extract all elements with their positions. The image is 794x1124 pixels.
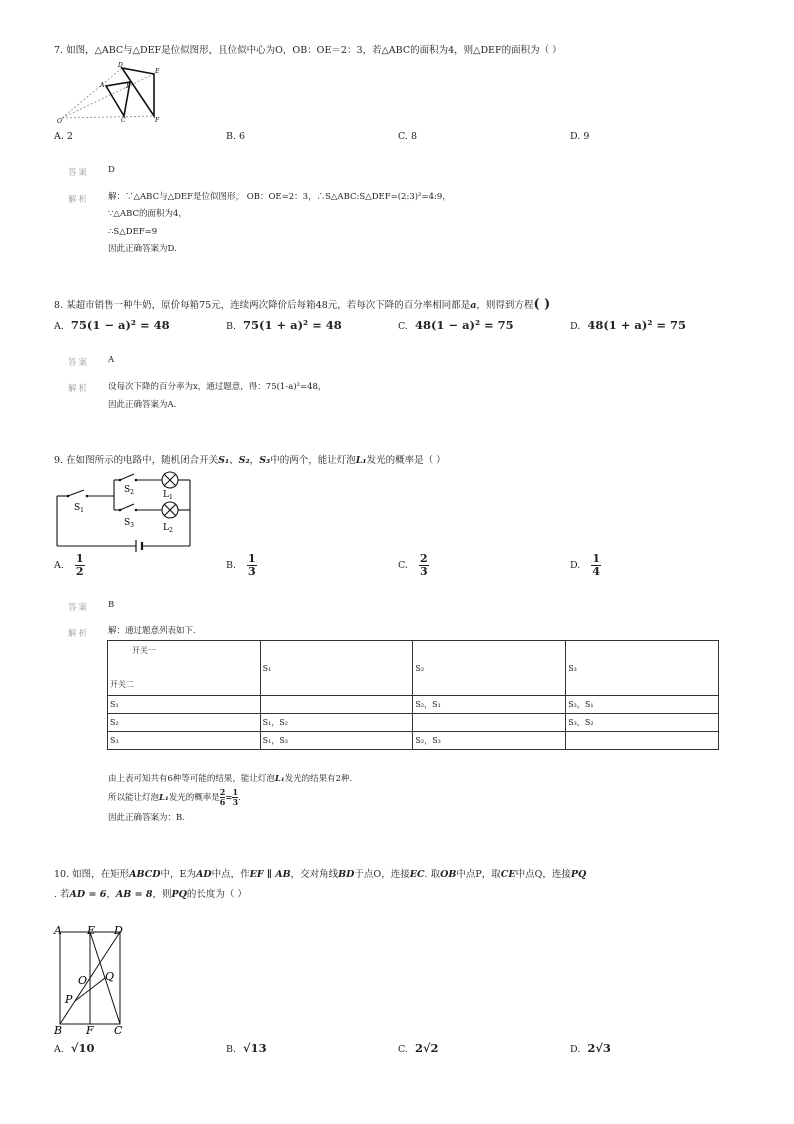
q8-option-d-letter: D.	[570, 321, 581, 332]
q10-option-d-letter: D.	[570, 1044, 581, 1055]
q10-label-q: Q	[105, 970, 115, 983]
q9-fig-label-s3: $S_3$	[124, 518, 134, 529]
q9-option-a-fraction: $\frac{1}{2}$	[75, 552, 84, 578]
table-cell: S₂	[108, 714, 261, 732]
q9-option-b-fraction: $\frac{1}{3}$	[248, 552, 256, 578]
table-row	[108, 732, 719, 750]
q7-option-d[interactable]: D. 9	[570, 131, 590, 142]
table-cell: S₁，S₃	[260, 732, 413, 750]
table-cell: S₃，S₁	[566, 696, 719, 714]
q10-option-a-expr: √10	[70, 1041, 95, 1055]
table-header-row	[108, 641, 719, 696]
q8-question-tail: ，则得到方程	[476, 300, 534, 311]
q7-option-b[interactable]: B. 6	[226, 131, 246, 142]
q8-analysis-label: 解析	[68, 384, 90, 394]
q9-analysis-label: 解析	[68, 629, 90, 639]
q8-paren: ( )	[533, 297, 551, 312]
q8-analysis-line-2: 因此正确答案为A.	[108, 400, 177, 410]
q9-option-c-fraction: $\frac{2}{3}$	[419, 552, 428, 578]
q10-option-d[interactable]	[570, 1041, 611, 1055]
q8-option-a[interactable]	[54, 318, 170, 332]
q10-option-c-letter: C.	[398, 1044, 408, 1055]
q7-option-c[interactable]: C. 8	[398, 131, 418, 142]
q8-option-c-expr: 48(1 − a)² = 75	[414, 318, 514, 332]
q9-outcome-table	[107, 640, 719, 750]
q9-option-c-letter: C.	[398, 560, 408, 571]
q10-question-line-2: . 若AD = 6，AB = 8，则PQ的长度为（ ）	[54, 889, 247, 900]
q7-answer-label: 答案	[68, 168, 90, 178]
q9-conclusion-fraction-2: $\frac{1}{3}$	[232, 787, 239, 807]
q10-rectangle-figure	[50, 922, 134, 1038]
q7-label-a: A	[100, 82, 105, 89]
q10-label-f: F	[86, 1024, 94, 1037]
q9-s1: S₁	[218, 455, 230, 466]
q9-fig-label-s1: $S_1$	[74, 503, 84, 514]
q9-option-b[interactable]	[226, 553, 257, 578]
table-cell: S₃	[108, 732, 261, 750]
table-cell	[260, 696, 413, 714]
table-corner-bottom: 开关二	[110, 680, 134, 689]
q9-fig-label-l2: $L_2$	[163, 523, 173, 534]
q10-label-c: C	[114, 1024, 123, 1037]
q9-question-post: 发光的概率是（ ）	[366, 455, 446, 466]
q9-conclusion-1-l1: L₁	[274, 774, 285, 784]
q7-similar-triangles-figure	[54, 60, 166, 124]
table-row	[108, 696, 719, 714]
q8-var-a: a	[470, 300, 477, 311]
q10-option-c-expr: 2√2	[414, 1041, 439, 1055]
q9-conclusion-1: 由上表可知共有6种等可能的结果，能让灯泡L₁发光的结果有2种.	[108, 774, 353, 784]
table-cell: S₃，S₂	[566, 714, 719, 732]
q10-label-e: E	[87, 924, 96, 937]
table-header-cell: S₂	[413, 641, 566, 696]
q10-label-a: A	[54, 924, 62, 937]
q7-analysis-line-3: ∴S△DEF=9	[108, 227, 158, 237]
q9-question	[54, 452, 446, 466]
table-cell: S₁	[108, 696, 261, 714]
q10-option-d-expr: 2√3	[587, 1041, 611, 1055]
q9-option-a-letter: A.	[54, 560, 64, 571]
table-cell: S₂，S₃	[413, 732, 566, 750]
q8-option-c[interactable]	[398, 318, 514, 332]
q8-option-a-expr: 75(1 − a)² = 48	[70, 318, 170, 332]
q9-question-mid: 中的两个，能让灯泡	[270, 455, 356, 466]
q9-option-d-fraction: $\frac{1}{4}$	[592, 552, 600, 578]
q7-label-e: E	[155, 68, 160, 75]
q10-option-b-letter: B.	[226, 1044, 237, 1055]
q9-answer: B	[108, 600, 115, 610]
q7-label-o: O	[57, 118, 62, 124]
q9-option-c[interactable]	[398, 553, 429, 578]
q10-option-a-letter: A.	[54, 1044, 64, 1055]
table-header-cell: S₁	[260, 641, 413, 696]
table-cell: S₂，S₁	[413, 696, 566, 714]
q9-conclusion-2: 所以能让灯泡L₁发光的概率是 $\frac{2}{6}$ = $\frac{1}{3}$ .	[108, 787, 241, 807]
q9-fig-label-s2: $S_2$	[124, 485, 134, 496]
q9-option-d-letter: D.	[570, 560, 581, 571]
q7-label-c: C	[121, 117, 126, 124]
q9-l1: L₁	[355, 455, 367, 466]
q9-answer-label: 答案	[68, 603, 90, 613]
q9-s2: S₂	[238, 455, 250, 466]
q10-label-b: B	[54, 1024, 63, 1037]
q8-option-d[interactable]	[570, 318, 686, 332]
q7-label-d: D	[118, 62, 123, 69]
q10-option-b[interactable]	[226, 1041, 267, 1055]
q8-option-a-letter: A.	[54, 321, 64, 332]
table-row	[108, 714, 719, 732]
q8-option-c-letter: C.	[398, 321, 408, 332]
q7-answer: D	[108, 165, 115, 175]
q8-option-d-expr: 48(1 + a)² = 75	[587, 318, 687, 332]
q10-label-p: P	[65, 993, 73, 1006]
q9-conclusion-3: 因此正确答案为：B.	[108, 813, 185, 823]
q8-answer: A	[108, 355, 115, 365]
q7-question: 7. 如图，△ABC与△DEF是位似图形，且位似中心为O，OB：OE＝2：3，若△ABC的面积为4，则△DEF的面积为（ ）	[54, 45, 562, 56]
q9-question-pre: 9. 在如图所示的电路中，随机闭合开关	[54, 455, 219, 466]
q7-analysis-line-4: 因此正确答案为D.	[108, 244, 177, 254]
q8-option-b[interactable]	[226, 318, 342, 332]
q9-analysis-intro: 解：通过题意列表如下.	[108, 626, 196, 636]
q9-circuit-figure	[54, 470, 194, 554]
q7-analysis-line-1: 解：∵△ABC与△DEF是位似图形， OB：OE=2：3，∴S△ABC:S△DEF=(2:3)²=4:9，	[108, 192, 451, 202]
table-corner-cell	[108, 641, 261, 696]
q8-question-text: 8. 某超市销售一种牛奶，原价每箱75元，连续两次降价后每箱48元，若每次下降的百分率相同都是	[54, 300, 471, 311]
q9-conclusion-2-l1: L₁	[159, 793, 169, 803]
q9-option-b-letter: B.	[226, 560, 237, 571]
q10-option-b-expr: √13	[243, 1041, 267, 1055]
q9-fig-label-l1: $L_1$	[163, 490, 173, 501]
q7-label-f: F	[155, 117, 160, 124]
q9-conclusion-fraction-1: $\frac{2}{6}$	[219, 787, 226, 807]
q9-option-a[interactable]	[54, 553, 85, 578]
q9-s3: S₃	[259, 455, 271, 466]
q8-option-b-expr: 75(1 + a)² = 48	[243, 318, 342, 332]
q7-analysis-label: 解析	[68, 195, 90, 205]
q8-option-b-letter: B.	[226, 321, 237, 332]
table-cell	[566, 732, 719, 750]
q10-question-line-1: 10. 如图，在矩形ABCD中，E为AD中点，作EF ∥ AB，交对角线BD于点O，连接EC. 取OB中点P，取CE中点Q，连接PQ	[54, 869, 587, 880]
q10-label-d: D	[114, 924, 123, 937]
table-cell	[413, 714, 566, 732]
q10-option-c[interactable]	[398, 1041, 439, 1055]
q7-option-a[interactable]: A. 2	[54, 131, 73, 142]
q8-answer-label: 答案	[68, 358, 90, 368]
table-corner-top: 开关一	[132, 646, 156, 655]
q9-sep-1: 、	[229, 455, 239, 466]
table-cell: S₁，S₂	[260, 714, 413, 732]
q9-option-d[interactable]	[570, 553, 601, 578]
q8-analysis-line-1: 设每次下降的百分率为x，通过题意，得：75(1-a)²=48，	[108, 382, 327, 392]
table-header-cell: S₃	[566, 641, 719, 696]
q7-analysis-line-2: ∵△ABC的面积为4，	[108, 209, 187, 219]
q8-question	[54, 297, 550, 312]
q10-option-a[interactable]	[54, 1041, 94, 1055]
q7-label-b: B	[126, 83, 131, 90]
q10-label-o: O	[78, 974, 88, 987]
q9-sep-2: ，	[249, 455, 260, 466]
